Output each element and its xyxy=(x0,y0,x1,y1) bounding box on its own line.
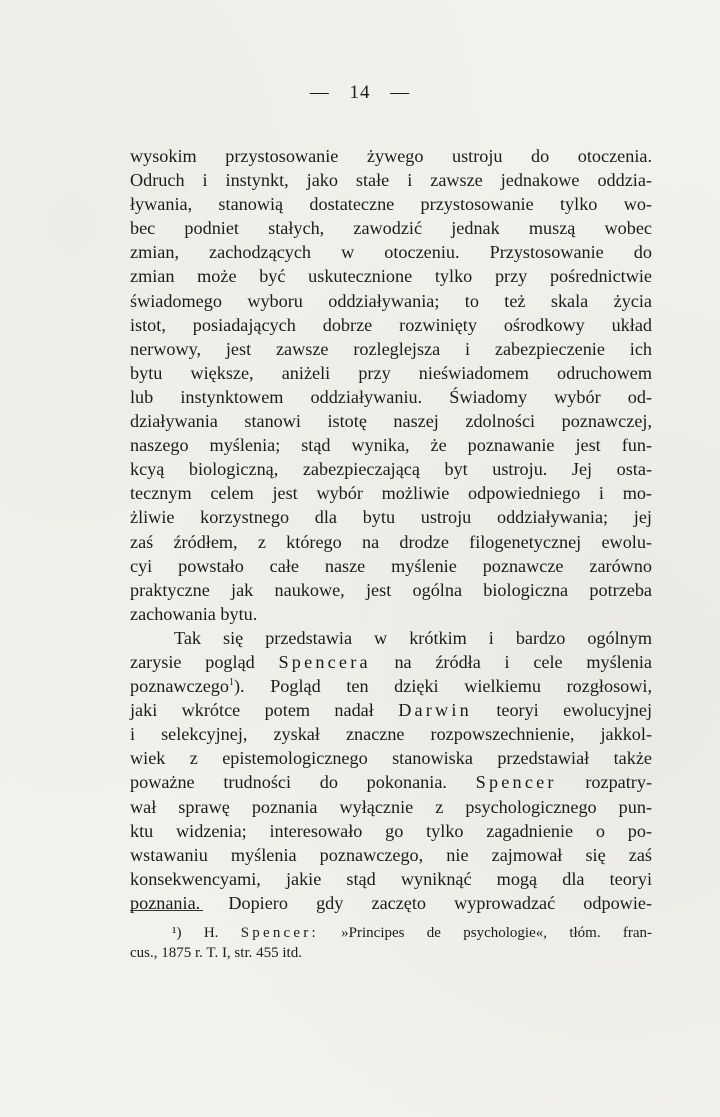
text-segment: ). Pogląd ten dzięki wielkiemu rozgłosowi, xyxy=(233,676,652,697)
text-line: cyi powstało całe nasze myślenie poznawcze zarówno xyxy=(130,555,652,576)
paragraph-1 xyxy=(130,144,652,626)
text-line: zmian może być uskutecznione tylko przy pośrednictwie xyxy=(130,266,652,287)
text-line: świadomego wyboru oddziaływania; to też skala życia xyxy=(130,290,652,311)
text-line: zachowania bytu. xyxy=(130,603,258,624)
text-segment: poważne trudności do pokonania. xyxy=(130,772,447,793)
page-number: 14 xyxy=(349,82,371,103)
text-line: tecznym celem jest wybór możliwie odpowiedniego i mo- xyxy=(130,483,652,504)
text-line: konsekwencyami, jakie stąd wyniknąć mogą dla teoryi xyxy=(130,868,652,889)
spaced-name: Spencera xyxy=(278,651,371,672)
footnote-line xyxy=(130,923,652,943)
footnote-ref: 1 xyxy=(228,677,234,689)
text-line: poznania. Dopiero gdy zaczęto wyprowadzać odpowie- xyxy=(130,892,652,913)
text-line: i selekcyjnej, zyskał znaczne rozpowszechnienie, jakkol- xyxy=(130,724,652,745)
text-line: ktu widzenia; interesowało go tylko zagadnienie o po- xyxy=(130,820,652,841)
text-line: Tak się przedstawia w krótkim i bardzo ogólnym xyxy=(174,627,652,648)
text-line: ływania, stanowią dostateczne przystosowanie tylko wo- xyxy=(130,194,652,215)
spaced-name: Darwin xyxy=(398,700,472,721)
text-line: wał sprawę poznania wyłącznie z psychologicznego pun- xyxy=(130,796,652,817)
text-line xyxy=(130,770,652,794)
text-line: Odruch i instynkt, jako stałe i zawsze jednakowe oddzia- xyxy=(130,170,652,191)
page-number-header xyxy=(0,82,720,104)
text-line: kcyą biologiczną, zabezpieczającą byt ustroju. Jej osta- xyxy=(130,459,652,480)
text-line: działywania stanowi istotę naszej zdolności poznawczej, xyxy=(130,411,652,432)
footnote xyxy=(130,923,652,963)
text-segment: teoryi ewolucyjnej xyxy=(496,700,652,721)
footnote-line: cus., 1875 r. T. I, str. 455 itd. xyxy=(130,945,302,961)
footnote-author-initial: H. xyxy=(203,925,219,941)
text-line: wysokim przystosowanie żywego ustroju do otoczenia. xyxy=(130,146,652,166)
text-line: nerwowy, jest zawsze rozleglejsza i zabezpieczenie ich xyxy=(130,338,652,359)
body-text xyxy=(130,144,652,915)
dash-right: — xyxy=(390,82,411,103)
text-line: zmian, zachodzących w otoczeniu. Przystosowanie do xyxy=(130,242,652,263)
footnote-marker: ¹) xyxy=(172,925,182,941)
text-line: wiek z epistemologicznego stanowiska przedstawiał także xyxy=(130,748,652,769)
spaced-name: Spencer xyxy=(475,772,557,793)
text-line: lub instynktowem oddziaływaniu. Świadomy wybór od- xyxy=(130,386,652,407)
text-line: zaś źródłem, z którego na drodze filogenetycznej ewolu- xyxy=(130,531,652,552)
footnote-divider xyxy=(130,910,203,911)
dash-left: — xyxy=(309,82,330,103)
text-line: praktyczne jak naukowe, jest ogólna biologiczna potrzeba xyxy=(130,579,652,600)
text-line: naszego myślenia; stąd wynika, że poznawanie jest fun- xyxy=(130,435,652,456)
text-line xyxy=(130,674,652,698)
text-line: żliwie korzystnego dla bytu ustroju oddziaływania; jej xyxy=(130,507,652,528)
footnote-text: »Principes de psychologie«, tłóm. fran- xyxy=(341,925,653,941)
text-line: bytu większe, aniżeli przy nieświadomem odruchowem xyxy=(130,362,652,383)
text-segment: jaki wkrótce potem nadał xyxy=(130,700,374,721)
text-segment: rozpatry- xyxy=(585,772,653,793)
text-segment: na źródła i cele myślenia xyxy=(394,651,652,672)
text-line: wstawaniu myślenia poznawczego, nie zajmował się zaś xyxy=(130,844,652,865)
footnote-author: Spencer: xyxy=(240,925,319,941)
text-segment: poznawczego xyxy=(130,676,229,697)
text-segment: zarysie pogląd xyxy=(130,651,255,672)
paragraph-2 xyxy=(130,626,652,915)
text-line xyxy=(130,698,652,722)
text-line: istot, posiadających dobrze rozwinięty ośrodkowy układ xyxy=(130,314,652,335)
text-line: bec podniet stałych, zawodzić jednak muszą wobec xyxy=(130,218,652,239)
text-line xyxy=(130,650,652,674)
